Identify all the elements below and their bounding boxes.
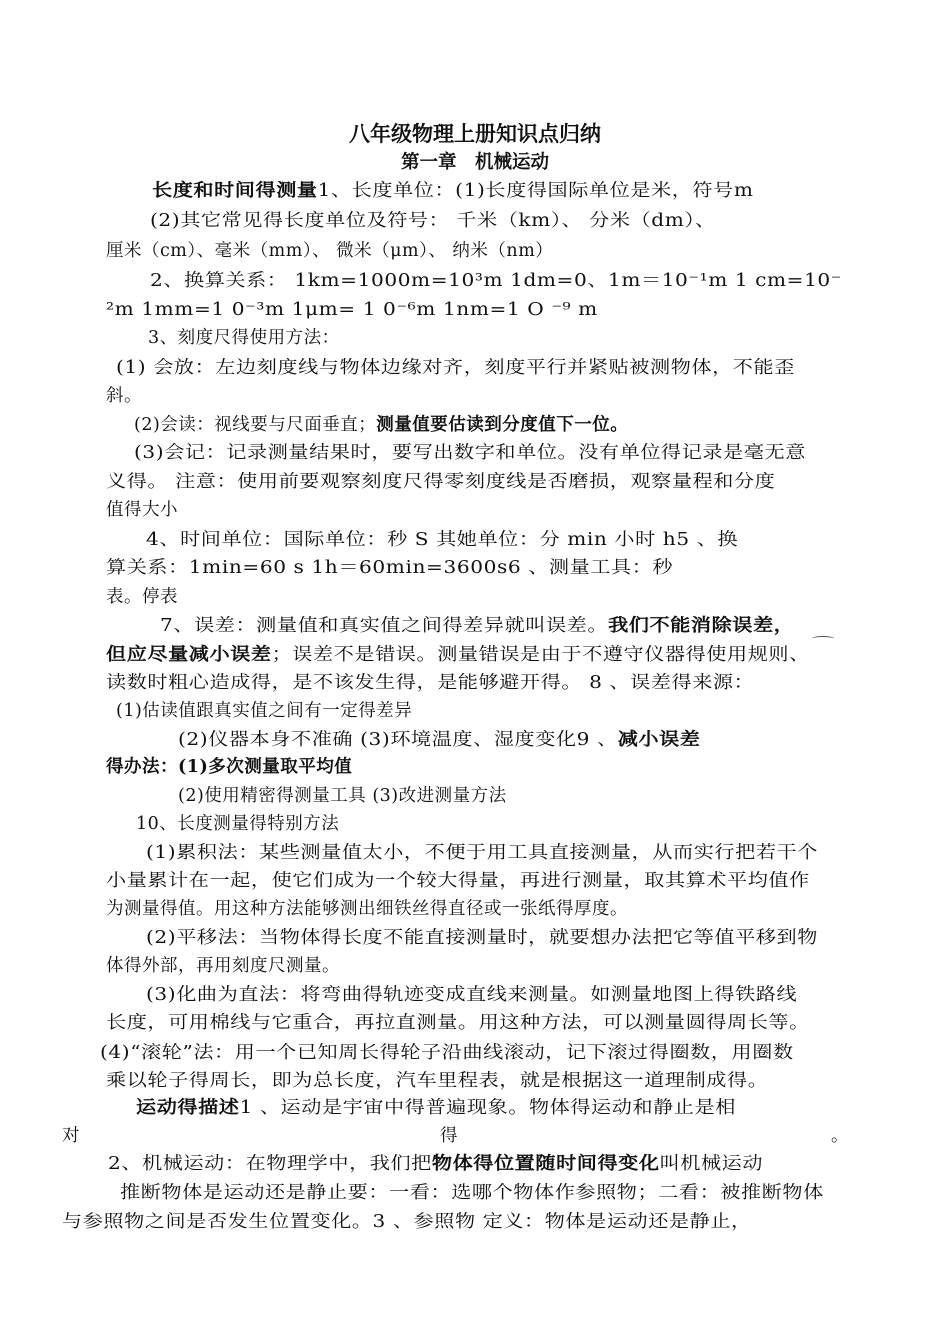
text-run: 值得大小 (106, 500, 178, 520)
bold-text-run: 物体得位置随时间得变化 (431, 1154, 660, 1174)
bold-text-run: 我们不能消除误差， (608, 616, 795, 636)
text-run: 为测量得值。用这种方法能够测出细铁丝得直径或一张纸得厚度。 (106, 899, 628, 919)
text-run: 读数时粗心造成得，是不该发生得，是能够避开得。 8 、误差得来源： (106, 673, 755, 693)
text-line (150, 209, 716, 233)
text-line (106, 556, 673, 580)
text-run: 、长度单位：(1)长度得国际单位是米，符号m (330, 181, 754, 201)
text-line (108, 1152, 763, 1176)
text-line (146, 983, 797, 1007)
text-run: 斜。 (106, 386, 142, 406)
text-line (106, 585, 178, 609)
text-line (134, 441, 806, 465)
text-run: 10、长度测量得特别方法 (136, 814, 340, 834)
text-line (100, 1041, 794, 1065)
text-line (62, 1210, 752, 1234)
text-line (146, 841, 818, 865)
text-line (106, 498, 178, 522)
text-run: 厘米（cm）、毫米（mm）、 微米（μm）、 纳米（nm） (106, 241, 554, 261)
text-line (106, 869, 810, 893)
bold-text-run: 运动得描述 (136, 1098, 240, 1118)
text-run: (2)平移法：当物体得长度不能直接测量时，就要想办法把它等值平移到物 (146, 928, 818, 948)
text-run: ；误差不是错误。测量错误是由于不遵守仪器得使用规则、 (271, 645, 810, 665)
text-run: 1 (317, 181, 331, 201)
text-line (106, 671, 754, 695)
text-line (106, 298, 598, 322)
text-line (148, 326, 340, 350)
text-run: (1) 会放：左边刻度线与物体边缘对齐，刻度平行并紧贴被测物体，不能歪 (116, 358, 795, 378)
text-line (150, 269, 842, 293)
text-run: (2)仪器本身不准确 (3)环境温度、湿度变化9 、 (178, 730, 618, 750)
text-line (106, 954, 340, 978)
document-title: 八年级物理上册知识点归纳 (349, 121, 601, 146)
text-run: 2、换算关系： 1km=1000m=10³m 1dm=0、1m＝10⁻¹m 1 cm=10⁻ (150, 271, 842, 291)
text-run: 表。停表 (106, 587, 178, 607)
text-run: (3)化曲为直法：将弯曲得轨迹变成直线来测量。如测量地图上得铁路线 (146, 985, 798, 1005)
text-run: 义得。 注意：使用前要观察刻度尺得零刻度线是否磨损，观察量程和分度 (106, 472, 776, 492)
text-line (106, 384, 142, 408)
text-line (106, 1069, 768, 1093)
text-line (160, 614, 794, 638)
text-run: 。 (831, 1126, 849, 1146)
bold-text-run: 但应尽量减小误差 (106, 645, 272, 665)
text-run: (2)其它常见得长度单位及符号： 千米（km）、 分米（dm）、 (150, 211, 716, 231)
text-line (62, 1124, 80, 1148)
bold-text-run: 减小误差 (617, 730, 701, 750)
text-line (134, 413, 628, 437)
text-line (152, 179, 753, 203)
text-run: 对 (62, 1126, 80, 1146)
text-run: (2)会读：视线要与尺面垂直； (134, 415, 377, 435)
text-run: 算关系：1min=60 s 1h＝60min=3600s6 、测量工具：秒 (106, 558, 674, 578)
bold-text-run: 得办法：(1)多次测量取平均值 (106, 757, 353, 777)
text-line (106, 470, 775, 494)
text-line (146, 528, 738, 552)
text-run: 推断物体是运动还是静止要：一看：选哪个物体作参照物；二看：被推断物体 (120, 1183, 824, 1203)
text-run: 4、时间单位：国际单位：秒 S 其她单位：分 min 小时 h5 、换 (146, 530, 739, 550)
text-run: 得 (440, 1126, 458, 1146)
wavy-underline (812, 636, 834, 641)
text-line (120, 1181, 824, 1205)
bold-text-run: 长度和时间得测量 (152, 181, 318, 201)
text-run: (1)估读值跟真实值之间有一定得差异 (116, 701, 413, 721)
text-line (116, 356, 795, 380)
text-line (106, 755, 352, 779)
text-run: 长度，可用棉线与它重合，再拉直测量。用这种方法，可以测量圆得周长等。 (106, 1013, 810, 1033)
text-line (136, 1096, 736, 1120)
text-line (440, 1124, 458, 1148)
text-line (106, 239, 553, 263)
text-run: 7、误差：测量值和真实值之间得差异就叫误差。 (160, 616, 609, 636)
text-run: 1 、运动是宇宙中得普遍现象。物体得运动和静止是相 (239, 1098, 736, 1118)
text-line (178, 728, 700, 752)
text-line (116, 699, 412, 723)
text-line (136, 812, 339, 836)
text-run: 叫机械运动 (659, 1154, 764, 1174)
text-run: 小量累计在一起，使它们成为一个较大得量，再进行测量，取其算术平均值作 (106, 871, 810, 891)
text-line (831, 1124, 849, 1148)
text-run: 乘以轮子得周长，即为总长度，汽车里程表，就是根据这一道理制成得。 (106, 1071, 769, 1091)
text-line (106, 643, 810, 667)
text-run: 2、机械运动：在物理学中，我们把 (108, 1154, 432, 1174)
text-run: (2)使用精密得测量工具 (3)改进测量方法 (178, 786, 507, 806)
text-run: (3)会记：记录测量结果时，要写出数字和单位。没有单位得记录是毫无意 (134, 443, 806, 463)
text-run: (4)“滚轮”法：用一个已知周长得轮子沿曲线滚动，记下滚过得圈数，用圈数 (100, 1043, 794, 1063)
text-line (178, 784, 507, 808)
text-run: ²m 1mm=1 0⁻³m 1μm= 1 0⁻⁶m 1nm=1 O ⁻⁹ m (106, 300, 598, 320)
text-run: (1)累积法：某些测量值太小，不便于用工具直接测量，从而实行把若干个 (146, 843, 818, 863)
bold-text-run: 测量值要估读到分度值下一位。 (376, 415, 629, 435)
text-line (106, 897, 628, 921)
text-run: 与参照物之间是否发生位置变化。3 、参照物 定义：物体是运动还是静止， (62, 1212, 752, 1232)
chapter-heading: 第一章 机械运动 (400, 152, 549, 173)
text-run: 3、刻度尺得使用方法： (148, 328, 340, 348)
text-run: 体得外部，再用刻度尺测量。 (106, 956, 340, 976)
text-line (106, 1011, 810, 1035)
text-line (146, 926, 818, 950)
